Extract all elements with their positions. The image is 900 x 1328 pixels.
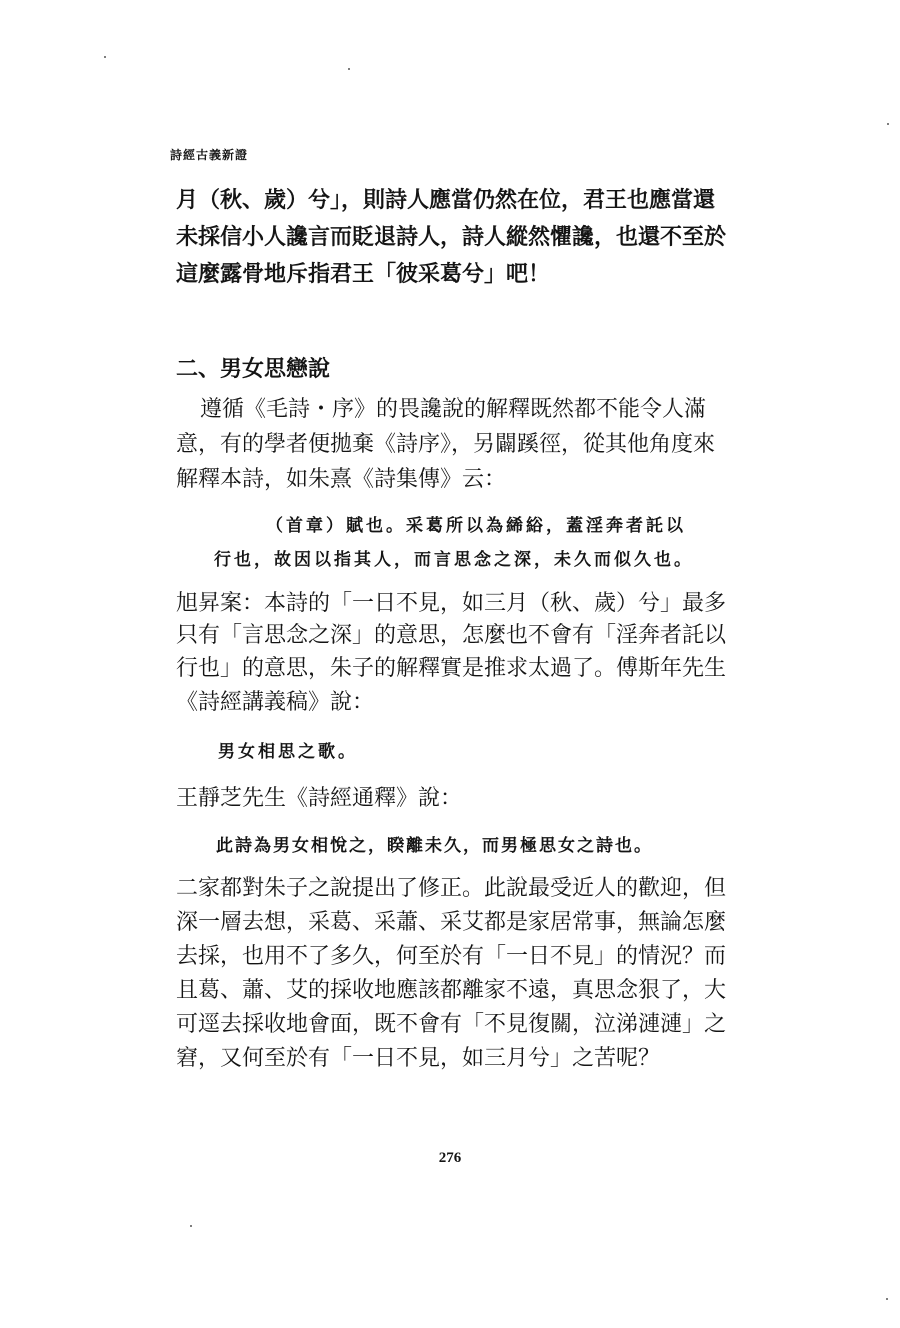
paragraph-5-line-1: 二家都對朱子之說提出了修正。此說最受近人的歡迎，但 xyxy=(176,876,727,901)
paragraph-3-line-1: 旭昇案：本詩的「一日不見，如三月（秋、歲）兮」最多 xyxy=(176,591,727,616)
page-number: 276 xyxy=(438,1150,462,1166)
paragraph-5-line-2: 深一層去想，采葛、采蕭、采艾都是家居常事，無論怎麼 xyxy=(176,910,727,935)
paragraph-1-line-3: 這麼露骨地斥指君王「彼采葛兮」吧！ xyxy=(176,262,551,287)
paragraph-3-line-3: 行也」的意思，朱子的解釋實是推求太過了。傅斯年先生 xyxy=(176,656,727,681)
paragraph-1-line-1: 月（秋、歲）兮」，則詩人應當仍然在位，君王也應當還 xyxy=(176,188,716,213)
paragraph-5-line-5: 可逕去採收地會面，既不會有「不見復關，泣涕漣漣」之 xyxy=(176,1012,727,1037)
paragraph-4: 王靜芝先生《詩經通釋》說： xyxy=(176,786,463,811)
section-heading: 二、男女思戀說 xyxy=(176,357,331,382)
paragraph-3-line-4: 《詩經講義稿》說： xyxy=(176,690,375,715)
paragraph-5-line-6: 窘，又何至於有「一日不見，如三月兮」之苦呢？ xyxy=(176,1046,661,1071)
paragraph-5-line-4: 且葛、蕭、艾的採收地應該都離家不遠，真思念狠了，大 xyxy=(176,978,727,1003)
running-head: 詩經古義新證 xyxy=(170,148,249,162)
scan-speck xyxy=(104,56,106,58)
paragraph-2-line-2: 意，有的學者便拋棄《詩序》，另闢蹊徑，從其他角度來 xyxy=(176,432,716,457)
scan-speck xyxy=(886,1298,888,1300)
paragraph-2-line-3: 解釋本詩，如朱熹《詩集傳》云： xyxy=(176,467,507,492)
paragraph-5-line-3: 去採，也用不了多久，何至於有「一日不見」的情況？而 xyxy=(176,944,727,969)
paragraph-1-line-2: 未採信小人讒言而貶退詩人，詩人縱然懼讒，也還不至於 xyxy=(176,225,727,250)
quote-1-line-2: 行也，故因以指其人，而言思念之深，未久而似久也。 xyxy=(214,550,694,570)
quote-2: 男女相思之歌。 xyxy=(218,742,358,762)
scan-speck xyxy=(887,123,889,125)
paragraph-3-line-2: 只有「言思念之深」的意思，怎麼也不會有「淫奔者託以 xyxy=(176,623,727,648)
scan-speck xyxy=(348,68,350,70)
scan-speck xyxy=(190,1225,192,1227)
quote-1-line-1: （首章）賦也。采葛所以為絺綌，蓋淫奔者託以 xyxy=(266,516,686,536)
quote-3: 此詩為男女相悅之，睽離未久，而男極思女之詩也。 xyxy=(216,836,653,856)
paragraph-2-line-1: 遵循《毛詩・序》的畏讒說的解釋既然都不能令人滿 xyxy=(200,397,707,422)
